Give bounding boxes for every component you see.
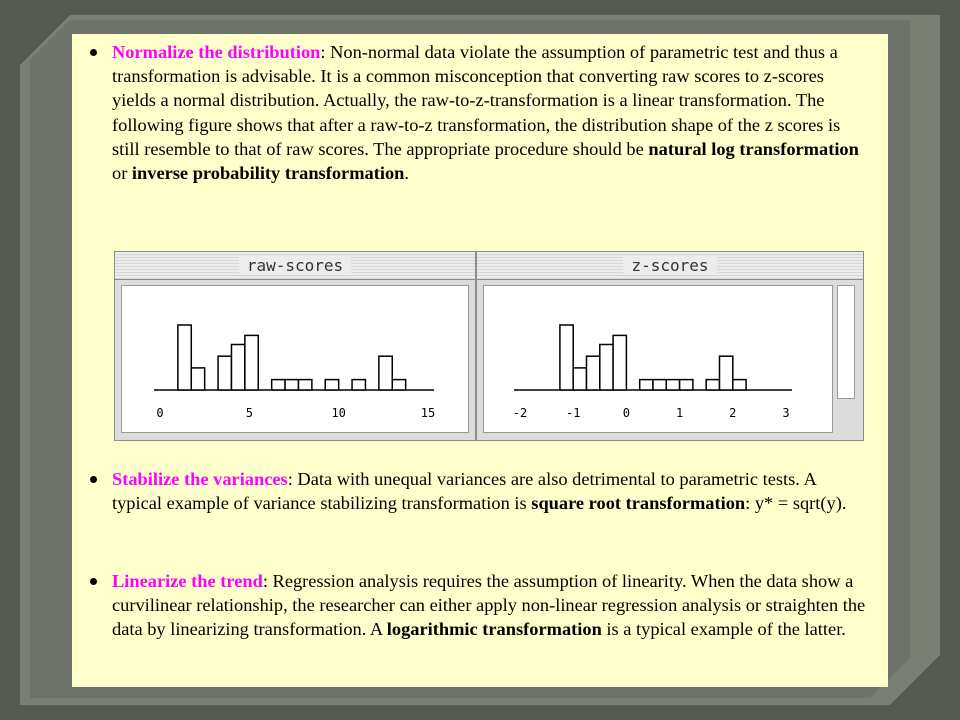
panel-scrollbar[interactable] bbox=[837, 285, 855, 399]
histogram-bar bbox=[325, 380, 338, 390]
x-tick-label: 10 bbox=[331, 406, 346, 420]
bold-linearize-1: logarithmic transformation bbox=[386, 619, 602, 640]
histogram-bar bbox=[706, 380, 719, 390]
histogram-bar bbox=[245, 335, 258, 390]
text-normalize-3: . bbox=[404, 163, 409, 184]
histogram-bar bbox=[573, 368, 586, 390]
bullet-icon bbox=[90, 578, 97, 585]
x-tick-label: 0 bbox=[156, 406, 164, 420]
bullet-icon bbox=[90, 49, 97, 56]
histogram-bar bbox=[680, 380, 693, 390]
histogram-bar bbox=[653, 380, 666, 390]
histogram-bar bbox=[298, 380, 311, 390]
histogram-bar bbox=[733, 380, 746, 390]
histogram-bar bbox=[285, 380, 298, 390]
x-tick-label: 3 bbox=[782, 406, 790, 420]
histogram-bar bbox=[379, 356, 392, 390]
text-stabilize-1: : Data with unequal variances are also detrimental to parametric tests. A typical example of variance stabilizing transformation is bbox=[112, 469, 816, 514]
histogram-bar bbox=[231, 345, 244, 391]
histogram-bar bbox=[587, 356, 600, 390]
x-tick-label: 15 bbox=[420, 406, 436, 420]
x-tick-label: -1 bbox=[565, 406, 581, 420]
text-stabilize-2: : y* = sqrt(y). bbox=[745, 493, 847, 514]
slide-content bbox=[72, 34, 888, 687]
histogram-bar bbox=[666, 380, 679, 390]
text-linearize-2: is a typical example of the latter. bbox=[601, 619, 846, 640]
x-tick-label: 0 bbox=[622, 406, 631, 420]
histogram-bar bbox=[218, 356, 231, 390]
x-tick-label: 2 bbox=[729, 406, 737, 420]
x-tick-label: 1 bbox=[675, 406, 684, 420]
histogram-plot-z bbox=[483, 285, 833, 433]
histogram-title-raw: raw-scores bbox=[115, 252, 475, 280]
histogram-bar bbox=[600, 345, 613, 391]
histogram-bar bbox=[560, 325, 573, 390]
histogram-title-z: z-scores bbox=[477, 252, 863, 280]
bold-normalize-1: natural log transformation bbox=[648, 138, 859, 159]
term-linearize: Linearize the trend bbox=[112, 571, 263, 591]
histogram-z-scores bbox=[484, 286, 832, 432]
histogram-bar bbox=[178, 325, 191, 390]
bullet-item-normalize bbox=[112, 40, 866, 185]
bullet-item-stabilize bbox=[112, 467, 866, 515]
histogram-panel-z bbox=[476, 251, 864, 441]
histogram-bar bbox=[272, 380, 285, 390]
histogram-raw-scores bbox=[122, 286, 468, 432]
histogram-panel-raw bbox=[114, 251, 476, 441]
histogram-bar bbox=[720, 356, 733, 390]
term-stabilize: Stabilize the variances bbox=[112, 469, 288, 489]
histogram-plot-raw bbox=[121, 285, 469, 433]
x-tick-label: -2 bbox=[512, 406, 528, 420]
histogram-bar bbox=[392, 380, 405, 390]
term-normalize: Normalize the distribution bbox=[112, 42, 321, 62]
histogram-bar bbox=[191, 368, 204, 390]
bold-normalize-2: inverse probability transformation bbox=[131, 163, 405, 184]
text-linearize-1: : Regression analysis requires the assumption of linearity. When the data show a curvilinear relationship, the researcher can either apply non-linear regression analysis or straighten the data by linearizing transformation. A bbox=[112, 571, 866, 640]
bold-stabilize-1: square root transformation bbox=[531, 493, 746, 514]
bullet-item-linearize bbox=[112, 569, 866, 642]
bullet-icon bbox=[90, 476, 97, 483]
histogram-bar bbox=[613, 335, 626, 390]
text-normalize-1: : Non-normal data violate the assumption of parametric test and thus a transformation is advisable. It is a common misconception that converting raw scores to z-scores yields a normal distribution. Actually, the raw-to-z-transformation is a linear transformation. The following figure shows that after a raw-to-z transformation, the distribution shape of the z scores is still resemble to that of raw scores. The appropriate procedure should be bbox=[112, 42, 841, 159]
text-normalize-2: or bbox=[112, 163, 132, 184]
histogram-bar bbox=[352, 380, 365, 390]
x-tick-label: 5 bbox=[245, 406, 253, 420]
histogram-bar bbox=[640, 380, 653, 390]
